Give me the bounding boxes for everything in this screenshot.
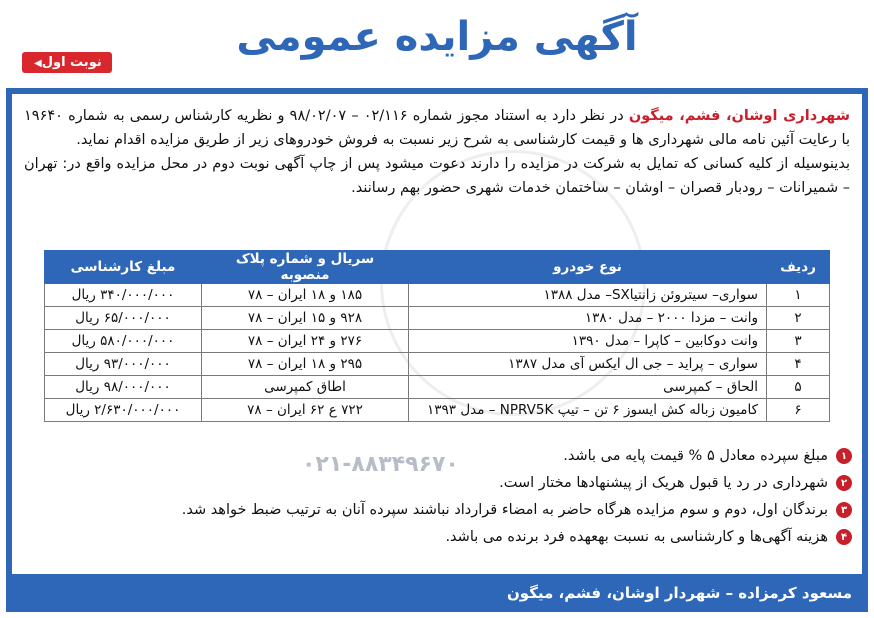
cell-price: ۶۵/۰۰۰/۰۰۰ ریال	[45, 307, 202, 330]
cell-plate: ۷۲۲ ع ۶۲ ایران – ۷۸	[202, 399, 409, 422]
round-badge	[22, 52, 112, 73]
cell-row: ۵	[767, 376, 830, 399]
col-vehicle: نوع خودرو	[409, 251, 767, 284]
cell-row: ۶	[767, 399, 830, 422]
table-row	[45, 353, 830, 376]
signature-footer	[6, 574, 868, 612]
table-header-row	[45, 251, 830, 284]
cell-plate: ۲۷۶ و ۲۴ ایران – ۷۸	[202, 330, 409, 353]
mayor-signature: مسعود کرمزاده – شهردار اوشان، فشم، میگون	[506, 584, 852, 602]
col-price: مبلغ کارشناسی	[45, 251, 202, 284]
list-item	[22, 475, 852, 491]
notice-title: آگهی مزایده عمومی	[236, 14, 638, 60]
cell-vehicle: وانت – مزدا ۲۰۰۰ – مدل ۱۳۸۰	[409, 307, 767, 330]
table-row	[45, 399, 830, 422]
list-item	[22, 529, 852, 545]
cell-price: ۹۸/۰۰۰/۰۰۰ ریال	[45, 376, 202, 399]
col-row: ردیف	[767, 251, 830, 284]
cell-plate: ۲۹۵ و ۱۸ ایران – ۷۸	[202, 353, 409, 376]
list-item	[22, 448, 852, 464]
vehicles-table-wrap	[44, 250, 830, 422]
table-row	[45, 307, 830, 330]
table-row	[45, 284, 830, 307]
cell-vehicle: کامیون زباله کش ایسوز ۶ تن – تیپ NPRV5K – مدل ۱۳۹۳	[409, 399, 767, 422]
cell-plate: اطاق کمپرسی	[202, 376, 409, 399]
vehicles-table	[44, 250, 830, 422]
table-row	[45, 376, 830, 399]
note-text: مبلغ سپرده معادل ۵ % قیمت پایه می باشد.	[563, 448, 828, 464]
note-text: برندگان اول، دوم و سوم مزایده هرگاه حاضر به امضاء قرارداد نباشند سپرده آنان به ترتیب ضبط خواهد شد.	[181, 502, 828, 518]
bullet-number: ۲	[836, 475, 852, 491]
cell-plate: ۱۸۵ و ۱۸ ایران – ۷۸	[202, 284, 409, 307]
cell-row: ۴	[767, 353, 830, 376]
notice-body	[24, 104, 850, 200]
cell-vehicle: وانت دوکابین – کاپرا – مدل ۱۳۹۰	[409, 330, 767, 353]
cell-price: ۹۳/۰۰۰/۰۰۰ ریال	[45, 353, 202, 376]
note-text: هزینه آگهی‌ها و کارشناسی به نسبت بهعهده فرد برنده می باشد.	[445, 529, 828, 545]
note-text: شهرداری در رد یا قبول هریک از پیشنهادها مختار است.	[499, 475, 828, 491]
paragraph-invitation: بدینوسیله از کلیه کسانی که تمایل به شرکت در مزایده را دارند دعوت میشود پس از چاپ آگهی نوبت دوم در محل مزایده واقع در: تهران – شمیرانات – رودبار قصران – اوشان – ساختمان خدمات شهری حضور بهم رسانند.	[24, 156, 850, 196]
paragraph-intro	[24, 104, 850, 152]
cell-price: ۵۸۰/۰۰۰/۰۰۰ ریال	[45, 330, 202, 353]
table-row	[45, 330, 830, 353]
phone-number: ۰۲۱-۸۸۳۴۹۶۷۰	[302, 452, 459, 477]
notes-list	[22, 448, 852, 556]
bullet-number: ۱	[836, 448, 852, 464]
cell-plate: ۹۲۸ و ۱۵ ایران – ۷۸	[202, 307, 409, 330]
cell-row: ۲	[767, 307, 830, 330]
bullet-number: ۳	[836, 502, 852, 518]
cell-row: ۳	[767, 330, 830, 353]
header	[0, 0, 874, 88]
municipality-name: شهرداری اوشان، فشم، میگون	[628, 108, 850, 124]
badge-label: نوبت اول	[41, 55, 102, 70]
col-plate: سریال و شماره پلاک منصوبه	[202, 251, 409, 284]
cell-price: ۳۴۰/۰۰۰/۰۰۰ ریال	[45, 284, 202, 307]
bullet-number: ۴	[836, 529, 852, 545]
cell-row: ۱	[767, 284, 830, 307]
cell-vehicle: الحاق – کمپرسی	[409, 376, 767, 399]
cell-price: ۲/۶۳۰/۰۰۰/۰۰۰ ریال	[45, 399, 202, 422]
intro-text: در نظر دارد به استناد مجوز شماره ۰۲/۱۱۶ – ۹۸/۰۲/۰۷ و نظریه کارشناس رسمی به شماره ۱۹۶۴۰ با رعایت آئین نامه مالی شهرداری ها و قیمت کارشناسی به شرح زیر نسبت به فروش خودروهای زیر از طریق مزایده اقدام نماید.	[24, 108, 850, 148]
cell-vehicle: سواری – پراید – جی ال ایکس آی مدل ۱۳۸۷	[409, 353, 767, 376]
arrow-icon: ◀	[34, 58, 42, 69]
cell-vehicle: سواری– سیتروئن زانتیاSX– مدل ۱۳۸۸	[409, 284, 767, 307]
list-item	[22, 502, 852, 518]
